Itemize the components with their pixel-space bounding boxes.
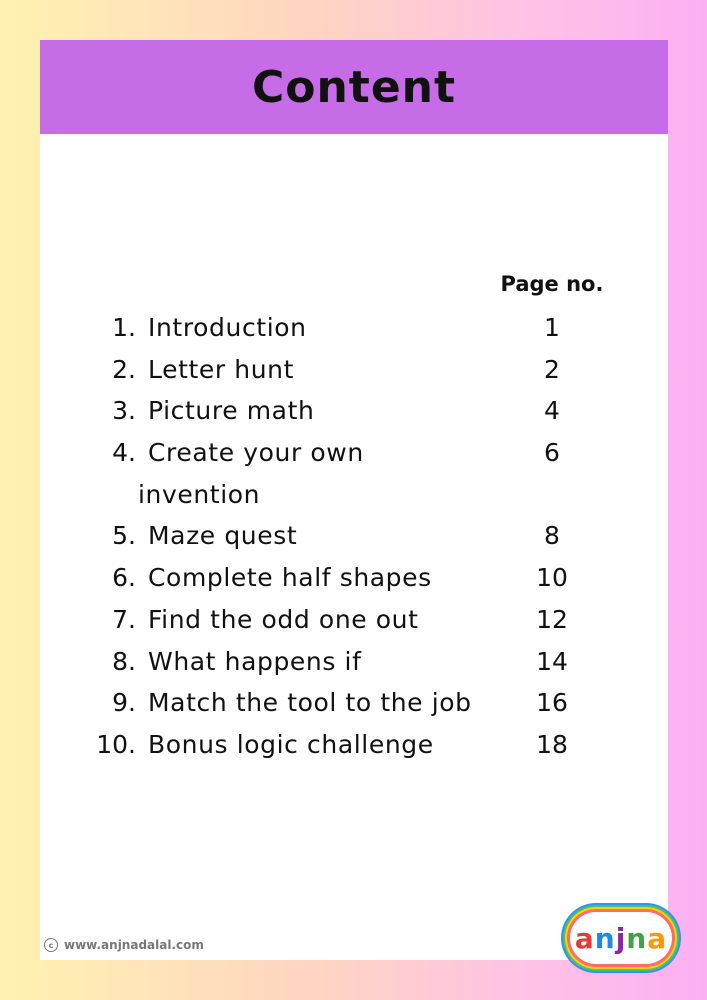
toc-entry-title-line: Maze quest [148, 521, 298, 551]
footer-copyright [44, 938, 204, 952]
toc-entry-number: 7. [112, 604, 136, 634]
toc-entry-page: 14 [536, 646, 568, 676]
toc-entry-title-line: Complete half shapes [148, 563, 432, 593]
toc-entry [40, 724, 668, 766]
table-of-contents [40, 307, 668, 766]
toc-entry-title [148, 599, 488, 641]
toc-entry-title [148, 307, 488, 349]
toc-entry-number: 9. [112, 688, 136, 718]
toc-entry [40, 599, 668, 641]
toc-entry-title-line: invention [138, 479, 261, 509]
toc-entry-page: 8 [544, 521, 560, 551]
toc-entry-title [148, 724, 488, 766]
toc-entry-number: 3. [112, 396, 136, 426]
page-number-column-header: Page no. [500, 272, 604, 296]
toc-entry-page: 12 [536, 604, 568, 634]
toc-entry [40, 307, 668, 349]
toc-entry-page: 6 [544, 438, 560, 468]
toc-entry-title [148, 557, 488, 599]
logo-letter: n [626, 921, 648, 955]
toc-entry-number: 4. [112, 438, 136, 468]
toc-entry-title [148, 390, 488, 432]
toc-entry-page: 16 [536, 688, 568, 718]
toc-entry [40, 682, 668, 724]
toc-entry-title [138, 432, 488, 515]
toc-entry-title-line: Letter hunt [148, 354, 295, 384]
logo-letter: a [574, 921, 595, 955]
toc-entry-title-line: Bonus logic challenge [148, 729, 434, 759]
toc-entry-title [148, 641, 488, 683]
toc-entry-number: 10. [96, 729, 136, 759]
toc-entry-page: 10 [536, 563, 568, 593]
toc-entry-number: 1. [112, 313, 136, 342]
toc-entry [40, 390, 668, 432]
toc-entry-title-line: Introduction [148, 313, 307, 342]
toc-entry-title-line: What happens if [148, 646, 362, 676]
toc-entry-title-line: Create your own [148, 438, 364, 468]
toc-entry-title-line: Picture math [148, 396, 315, 426]
toc-entry-number: 8. [112, 646, 136, 676]
toc-entry-page: 1 [544, 313, 560, 342]
toc-entry-page: 18 [536, 729, 568, 759]
toc-entry-number: 5. [112, 521, 136, 551]
content-page-card [40, 40, 668, 960]
toc-entry-title [148, 515, 488, 557]
toc-entry [40, 349, 668, 391]
toc-entry-title-line: Find the odd one out [148, 604, 419, 634]
toc-entry-page: 2 [544, 354, 560, 384]
toc-entry [40, 432, 668, 515]
toc-entry [40, 515, 668, 557]
toc-entry-number: 2. [112, 354, 136, 384]
toc-entry-page: 4 [544, 396, 560, 426]
toc-entry [40, 641, 668, 683]
toc-entry-title-line: Match the tool to the job [148, 688, 472, 718]
website-link-text: www.anjnadalal.com [64, 938, 204, 952]
copyright-icon: c [44, 938, 58, 952]
anjna-logo [570, 912, 672, 964]
page-title: Content [251, 61, 457, 113]
logo-letter: j [615, 921, 627, 955]
toc-entry [40, 557, 668, 599]
toc-entry-title [148, 349, 488, 391]
logo-letter: n [594, 921, 616, 955]
header-banner [40, 40, 668, 134]
toc-entry-number: 6. [112, 563, 136, 593]
toc-entry-title [148, 682, 488, 724]
logo-letter: a [647, 921, 668, 955]
